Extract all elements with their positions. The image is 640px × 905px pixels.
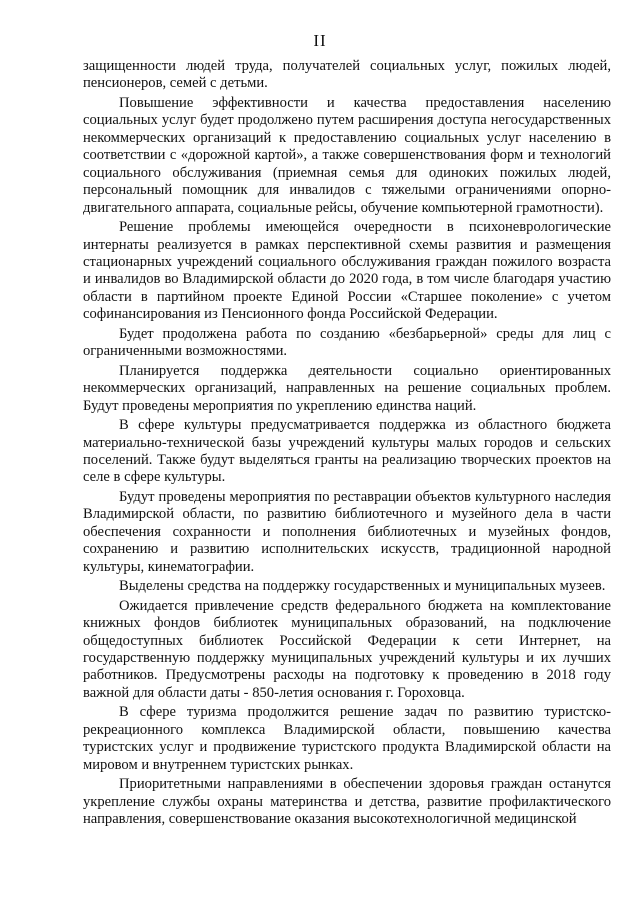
paragraph-federal-budget-libraries: Ожидается привлечение средств федерального бюджета на комплектование книжных фондов библиотек муниципальных образований, на подключение общедоступных библиотек Российской Федерации к сети Интернет, на государственную поддержку муниципальных учреждений культуры и их лучших работников. Предусмотрены расходы на подготовку к проведению в 2018 году важной для области даты - 850-летия основания г. Гороховца. <box>83 597 611 701</box>
page-number: II <box>313 31 327 50</box>
paragraph-museums-funding: Выделены средства на поддержку государственных и муниципальных музеев. <box>119 578 606 595</box>
paragraph-nonprofit-support: Планируется поддержка деятельности социально ориентированных некоммерческих организаций, направленных на решение социальных проблем. Будут проведены мероприятия по укреплению единства наций. <box>83 362 611 414</box>
paragraph-healthcare: Приоритетными направлениями в обеспечении здоровья граждан останутся укрепление службы охраны материнства и детства, развитие профилактического направления, совершенствование оказания высокотехнологичной медицинской <box>83 776 611 828</box>
body-text <box>83 58 611 830</box>
paragraph-culture-support: В сфере культуры предусматривается поддержка из областного бюджета материально-технической базы учреждений культуры малых городов и сельских поселений. Также будут выделяться гранты на реализацию творческих проектов на селе в сфере культуры. <box>83 417 611 486</box>
paragraph-cultural-heritage: Будут проведены мероприятия по реставрации объектов культурного наследия Владимирской области, по развитию библиотечного и музейного дела в части обеспечения сохранности и пополнения библиотечных и музейных фондов, сохранению и развитию исполнительских искусств, традиционной народной культуры, кинематографии. <box>83 488 611 575</box>
paragraph-psychoneurological-queue: Решение проблемы имеющейся очередности в психоневрологические интернаты реализуется в рамках перспективной схемы развития и размещения стационарных учреждений социального обслуживания граждан пожилого возраста и инвалидов во Владимирской области до 2020 года, в том числе благодаря участию области в партийном проекте Единой России «Старшее поколение» с учетом софинансирования из Пенсионного фонда Российской Федерации. <box>83 219 611 323</box>
paragraph-social-protection-continuation: защищенности людей труда, получателей социальных услуг, пожилых людей, пенсионеров, семей с детьми. <box>83 58 611 92</box>
paragraph-tourism: В сфере туризма продолжится решение задач по развитию туристско-рекреационного комплекса Владимирской области, повышению качества туристских услуг и продвижение туристского продукта Владимирской области на мировом и внутреннем туристских рынках. <box>83 704 611 773</box>
paragraph-barrier-free-environment: Будет продолжена работа по созданию «безбарьерной» среды для лиц с ограниченными возможностями. <box>83 325 611 360</box>
paragraph-social-services-efficiency: Повышение эффективности и качества предоставления населению социальных услуг будет продолжено путем расширения доступа негосударственных некоммерческих организаций к предоставлению социальных услуг населению в соответствии с «дорожной картой», а также совершенствования форм и технологий социального обслуживания (приемная семья для одиноких пожилых людей, персональный помощник для инвалидов с тяжелыми ограничениями опорно-двигательного аппарата, социальные рейсы, обучение компьютерной грамотности). <box>83 94 611 216</box>
